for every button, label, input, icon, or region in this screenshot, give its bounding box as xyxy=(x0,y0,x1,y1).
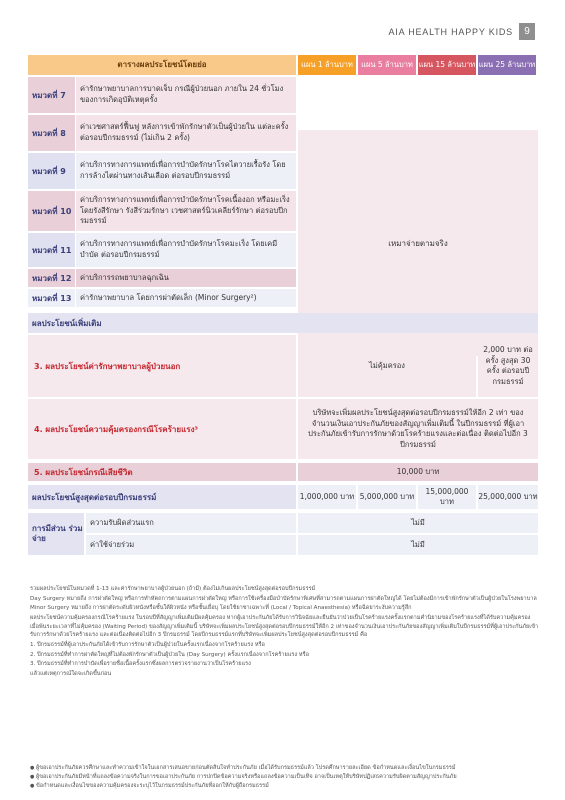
header-title: AIA HEALTH HAPPY KIDS xyxy=(388,27,513,37)
footnote: 1. ปีกรมธรรม์ที่ผู้เอาประกันภัยได้เข้ารับการรักษาตัวเป็นผู้ป่วยในครั้งแรกเนื่องจากโรคร้ายแรง หรือ xyxy=(30,641,265,648)
copay-item-value: ไม่มี xyxy=(298,535,538,555)
category-desc: ค่าบริการรถพยาบาลฉุกเฉิน xyxy=(76,269,296,287)
page-header xyxy=(0,22,565,42)
copay-row xyxy=(28,513,538,555)
category-desc: ค่าบริการทางการแพทย์เพื่อการบำบัดรักษาโรคไตวายเรื้อรัง โดยการล้างไตผ่านทางเส้นเลือด ต่อรอบปีกรมธรรม์ xyxy=(76,153,296,189)
footnote: Day Surgery หมายถึง การผ่าตัดใหญ่ หรือการทำหัตถการตามแผนการผ่าตัดใหญ่ หรือการใช้เครื่องมือบำบัดรักษาพิเศษที่สามารถตามแผนการผ่าตัดใหญ่ได้ โดยไม่ต้องมีการเข้าพักรักษาตัวเป็นผู้ป่วยในโรงพยาบาล xyxy=(30,595,537,602)
plan-25-header: แผน 25 ล้านบาท xyxy=(478,55,536,75)
table-header-label: ตารางผลประโยชน์โดยย่อ xyxy=(28,55,296,75)
critical-illness-row xyxy=(28,399,538,459)
bullet-note: ● ข้อกำหนดและเงื่อนไขของความคุ้มครองจะระบุไว้ในกรมธรรม์ประกันภัยที่ออกให้กับผู้ถือกรมธรรม์ xyxy=(30,782,540,791)
max-plan1: 1,000,000 บาท xyxy=(298,485,356,509)
max-benefit-label: ผลประโยชน์สูงสุดต่อรอบปีกรมธรรม์ xyxy=(28,485,296,509)
copay-item-label: ความรับผิดส่วนแรก xyxy=(86,513,296,533)
category-desc: ค่ารักษาพยาบาลการบาดเจ็บ กรณีผู้ป่วยนอก ภายใน 24 ชั่วโมงของการเกิดอุบัติเหตุครั้ง xyxy=(76,77,296,113)
opd-label: 3. ผลประโยชน์ค่ารักษาพยาบาลผู้ป่วยนอก xyxy=(28,335,296,397)
footnote: ผลประโยชน์ความคุ้มครองกรณีโรคร้ายแรง ในรอบปีที่สัญญาเพิ่มเติมมีผลคุ้มครอง หากผู้เอาประกันภัยได้รับการวินิจฉัยและยืนยันว่าป่วยเป็นโรคร้ายแรงครั้งแรกตามคำนิยามของโรคร้ายแรงที่ได้รับความคุ้มครอง เมื่อพ้นระยะเวลาที่ไม่คุ้มครอง (Waiting Period) ของสัญญาเพิ่มเติมนี้ บริษัทจะเพิ่มผลประโยชน์สูงสุดต่อรอบปีกรมธรรม์ให้อีก 2 เท่าของจำนวนเงินเอาประกันภัยของสัญญาเพิ่มเติมในปีกรมธรรม์ที่ผู้เอาประกันภัยเข้ารับการรักษาด้วยโรคร้ายแรง และต่อเนื่องติดต่อไปอีก 3 ปีกรมธรรม์ โดยปีกรมธรรม์แรกที่บริษัทจะเพิ่มผลประโยชน์สูงสุดต่อรอบปีกรมธรรม์ คือ xyxy=(30,614,539,639)
critical-illness-value: บริษัทจะเพิ่มผลประโยชน์สูงสุดต่อรอบปีกรมธรรม์ให้อีก 2 เท่า ของจำนวนเงินเอาประกันภัยของสัญญาเพิ่มเติมนี้ ในปีกรมธรรม์ ที่ผู้เอาประกันภัยเข้ารับการรักษาด้วยโรคร้ายแรงและต่อเนื่อง ติดต่อไปอีก 3 ปีกรมธรรม์ xyxy=(298,399,538,459)
footnotes xyxy=(30,585,540,680)
footnote: Minor Surgery หมายถึง การผ่าตัดระดับผิวหนังหรือชั้นใต้ผิวหนัง หรือชั้นเยื่อบุ โดยใช้ยาชาเฉพาะที่ (Local / Topical Anaesthesia) หรือฉีดยาระงับความรู้สึก xyxy=(30,605,412,612)
plan-15-header: แผน 15 ล้านบาท xyxy=(418,55,476,75)
footnote: 2. ปีกรมธรรม์ที่ทำการผ่าตัดใหญ่ที่ไม่ต้องพักรักษาตัวเป็นผู้ป่วยใน (Day Surgery) ครั้งแรกเนื่องจากโรคร้ายแรง หรือ xyxy=(30,651,309,658)
death-benefit-label: 5. ผลประโยชน์กรณีเสียชีวิต xyxy=(28,463,296,481)
death-benefit-row xyxy=(28,463,538,481)
critical-illness-label: 4. ผลประโยชน์ความคุ้มครองกรณีโรคร้ายแรง³ xyxy=(28,399,296,459)
category-desc: ค่าเวชศาสตร์ฟื้นฟู หลังการเข้าพักรักษาตัวเป็นผู้ป่วยใน แต่ละครั้งต่อรอบปีกรมธรรม์ (ไม่เกิน 2 ครั้ง) xyxy=(76,115,296,151)
category-desc: ค่ารักษาพยาบาล โดยการผ่าตัดเล็ก (Minor Surgery²) xyxy=(76,289,296,307)
page-number: 9 xyxy=(519,23,535,40)
extra-benefits-title: ผลประโยชน์เพิ่มเติม xyxy=(28,313,538,333)
plan-5-header: แผน 5 ล้านบาท xyxy=(358,55,416,75)
category-label: หมวดที่ 9 xyxy=(28,153,75,189)
max-plan25: 25,000,000 บาท xyxy=(478,485,538,509)
max-benefit-row xyxy=(28,485,538,509)
benefits-table xyxy=(28,55,538,555)
category-label: หมวดที่ 10 xyxy=(28,191,75,231)
opd-value: ไม่คุ้มครอง xyxy=(298,335,476,397)
category-label: หมวดที่ 11 xyxy=(28,233,75,267)
footnote: แล้วแต่เหตุการณ์ใดจะเกิดขึ้นก่อน xyxy=(30,670,112,677)
max-plan5: 5,000,000 บาท xyxy=(358,485,416,509)
category-label: หมวดที่ 8 xyxy=(28,115,75,151)
copay-item-value: ไม่มี xyxy=(298,513,538,533)
category-label: หมวดที่ 7 xyxy=(28,77,75,113)
category-label: หมวดที่ 13 xyxy=(28,289,75,307)
copay-item-label: ค่าใช้จ่ายร่วม xyxy=(86,535,296,555)
bullet-notes xyxy=(30,764,540,790)
merged-value-cell: เหมาจ่ายตามจริง xyxy=(298,130,538,356)
bullet-note: ● ผู้ขอเอาประกันภัยควรศึกษาและทำความเข้าใจในเอกสารเสนอขายก่อนตัดสินใจทำประกันภัย เมื่อได้รับกรมธรรม์แล้ว โปรดศึกษารายละเอียด ข้อกำหนดและเงื่อนไขในกรมธรรม์ xyxy=(30,764,540,773)
opd-plan25-value: 2,000 บาท ต่อครั้ง สูงสุด 30 ครั้ง ต่อรอบปี กรมธรรม์ xyxy=(478,335,538,397)
table-row xyxy=(28,77,538,113)
category-desc: ค่าบริการทางการแพทย์เพื่อการบำบัดรักษาโรคเนื้องอก หรือมะเร็ง โดยรังสีรักษา รังสีร่วมรักษา เวชศาสตร์นิวเคลียร์รักษา ต่อรอบปีกรมธรรม์ xyxy=(76,191,296,231)
death-benefit-value: 10,000 บาท xyxy=(298,463,538,481)
category-desc: ค่าบริการทางการแพทย์เพื่อการบำบัดรักษาโรคมะเร็ง โดยเคมีบำบัด ต่อรอบปีกรมธรรม์ xyxy=(76,233,296,267)
footnote: 3. ปีกรมธรรม์ที่ทำการบำบัดเพื่อรายชื่อเนื้อครั้งแรกซึ่งผลการตรวจรายงานว่าเป็นโรคร้ายแรง xyxy=(30,661,251,668)
opd-row xyxy=(28,335,538,397)
bullet-note: ● ผู้ขอเอาประกันภัยมีหน้าที่แถลงข้อความจริงในการขอเอาประกันภัย การปกปิดข้อความจริงหรือแถลงข้อความเป็นเท็จ อาจเป็นเหตุให้บริษัทปฏิเสธความรับผิดตามสัญญาประกันภัย xyxy=(30,773,540,782)
table-header-row xyxy=(28,55,538,75)
footnote: รวมผลประโยชน์ในหมวดที่ 1-13 และค่ารักษาพยาบาลผู้ป่วยนอก (ถ้ามี) ต้องไม่เกินผลประโยชน์สูงสุดต่อรอบปีกรมธรรม์ xyxy=(30,586,316,592)
copay-label: การมีส่วน ร่วมจ่าย xyxy=(28,513,84,555)
max-plan15: 15,000,000 บาท xyxy=(418,485,476,509)
category-label: หมวดที่ 12 xyxy=(28,269,75,287)
plan-1-header: แผน 1 ล้านบาท xyxy=(298,55,356,75)
